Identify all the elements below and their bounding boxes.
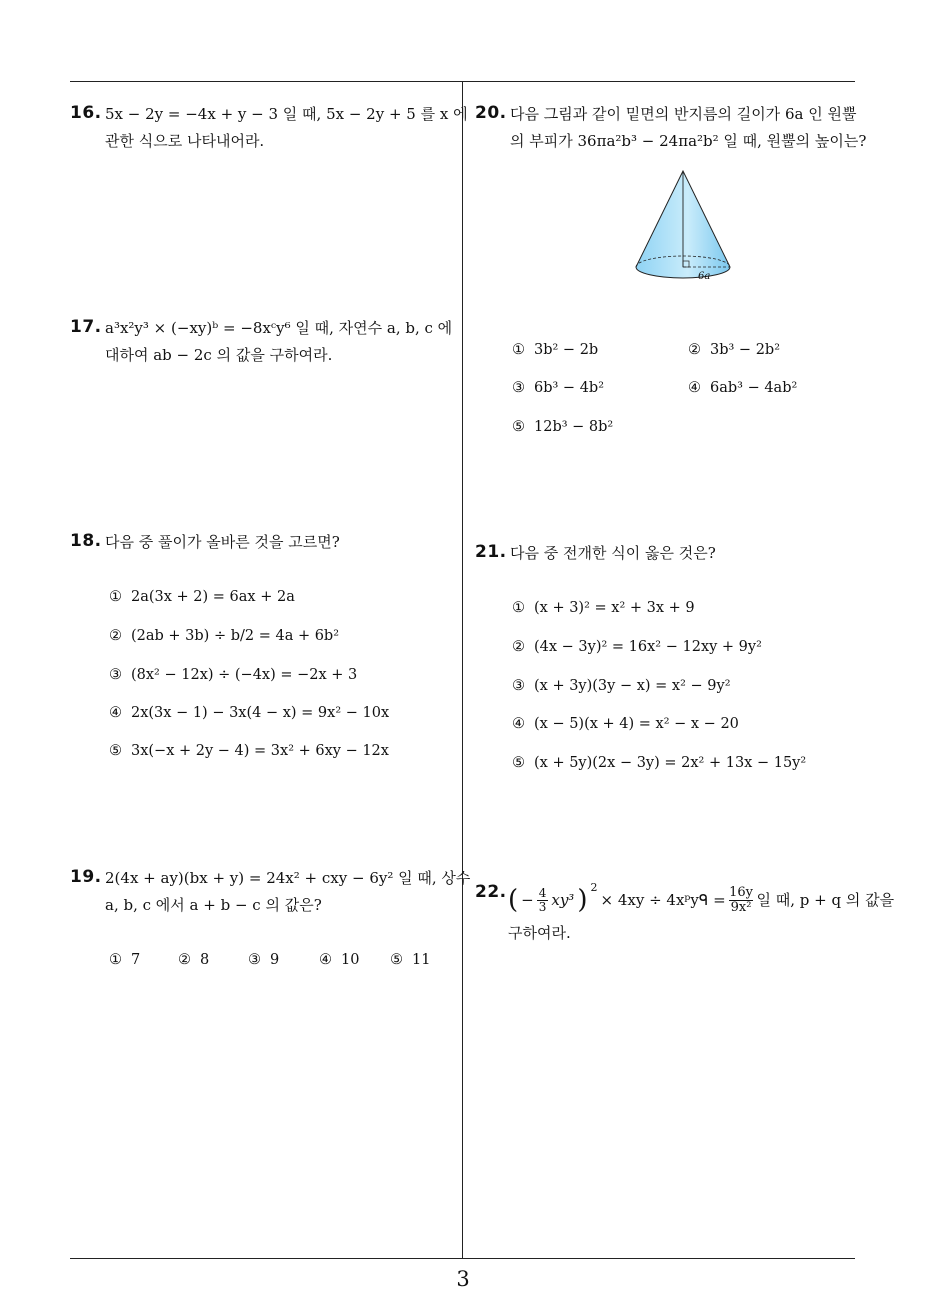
problem-17 [70, 315, 460, 369]
problem-19 [70, 865, 471, 919]
choice-expression: (2ab + 3b) ÷ b/2 = 4a + 6b² [131, 628, 340, 644]
problem-text-line: 관한 식으로 나타내어라. [105, 132, 265, 150]
choice-item[interactable] [512, 419, 613, 435]
column-divider [462, 82, 463, 1258]
choice-expression: (4x − 3y)² = 16x² − 12xy + 9y² [534, 639, 762, 655]
choice-expression: 2a(3x + 2) = 6ax + 2a [131, 589, 295, 605]
base-fraction-numerator: 4 [538, 885, 547, 900]
choice-mark: ④ [109, 705, 122, 721]
choice-expression: (8x² − 12x) ÷ (−4x) = −2x + 3 [131, 667, 358, 683]
choice-item[interactable] [109, 667, 357, 683]
problem-number: 19. [70, 867, 102, 887]
problem-number: 21. [475, 542, 507, 562]
choice-expression: 6b³ − 4b² [534, 380, 605, 396]
problem-18 [70, 529, 460, 556]
problem-22 [475, 880, 895, 947]
problem-text-line: 대하여 ab − 2c 의 값을 구하여라. [105, 346, 333, 364]
choice-item[interactable] [688, 342, 780, 358]
choice-mark: ⑤ [512, 419, 525, 435]
choice-expression: 3b³ − 2b² [710, 342, 781, 358]
choice-mark: ② [512, 639, 525, 655]
base-fraction [537, 887, 549, 914]
left-paren: ( [508, 885, 519, 915]
choice-expression: (x + 5y)(2x − 3y) = 2x² + 13x − 15y² [534, 755, 807, 771]
choice-mark: ① [109, 589, 122, 605]
choice-expression: 2x(3x − 1) − 3x(4 − x) = 9x² − 10x [131, 705, 390, 721]
choice-item[interactable] [109, 628, 339, 644]
base-fraction-denominator: 3 [538, 899, 547, 914]
problem-text-line: 의 부피가 36πa²b³ − 24πa²b² 일 때, 원뿔의 높이는? [510, 132, 867, 150]
choice-mark: ④ [319, 952, 332, 968]
choice-item[interactable] [512, 639, 762, 655]
base-variable: xy³ [551, 890, 575, 909]
choice-expression: 6ab³ − 4ab² [710, 380, 798, 396]
choice-mark: ⑤ [390, 952, 403, 968]
problem-number: 20. [475, 103, 507, 123]
choice-value: 10 [341, 952, 360, 968]
choice-expression: 3x(−x + 2y − 4) = 3x² + 6xy − 12x [131, 743, 389, 759]
problem-text-line: a, b, c 에서 a + b − c 의 값은? [105, 896, 322, 914]
right-paren: ) [577, 885, 588, 915]
choice-mark: ② [178, 952, 191, 968]
problem-text-line: 구하여라. [508, 924, 571, 942]
page-number: 3 [456, 1267, 470, 1291]
choice-item[interactable] [512, 716, 739, 732]
choice-item[interactable] [109, 705, 389, 721]
base-sign: − [521, 890, 534, 909]
choice-mark: ⑤ [512, 755, 525, 771]
exponent: 2 [590, 880, 598, 894]
problem-text-line: 2(4x + ay)(bx + y) = 24x² + cxy − 6y² 일 때, 상수 [105, 869, 471, 887]
choice-item[interactable] [109, 952, 140, 968]
choice-item[interactable] [512, 600, 695, 616]
choice-item[interactable] [319, 952, 359, 968]
choice-expression: (x − 5)(x + 4) = x² − x − 20 [534, 716, 739, 732]
choice-mark: ③ [109, 667, 122, 683]
cone-figure [626, 165, 741, 295]
choice-mark: ③ [512, 678, 525, 694]
choice-mark: ② [109, 628, 122, 644]
choice-expression: 3b² − 2b [534, 342, 599, 358]
choice-item[interactable] [512, 755, 806, 771]
result-fraction [729, 886, 754, 915]
problem-text-line: a³x²y³ × (−xy)ᵇ = −8xᶜy⁶ 일 때, 자연수 a, b, c 에 [105, 319, 453, 337]
choice-expression: (x + 3y)(3y − x) = x² − 9y² [534, 678, 731, 694]
choice-expression: 12b³ − 8b² [534, 419, 614, 435]
choice-item[interactable] [688, 380, 797, 396]
bottom-rule [70, 1258, 855, 1259]
choice-mark: ④ [512, 716, 525, 732]
problem-text-fragment: × 4xy ÷ 4xᵖyᑫ = [600, 890, 726, 909]
choice-item[interactable] [109, 743, 389, 759]
choice-mark: ① [512, 342, 525, 358]
choice-item[interactable] [248, 952, 279, 968]
problem-text-line: 다음 그림과 같이 밑면의 반지름의 길이가 6a 인 원뿔 [510, 105, 857, 123]
choice-value: 7 [131, 952, 141, 968]
choice-item[interactable] [390, 952, 430, 968]
choice-value: 8 [200, 952, 210, 968]
choice-item[interactable] [512, 380, 604, 396]
problem-text-line: 5x − 2y = −4x + y − 3 일 때, 5x − 2y + 5 를 x 에 [105, 105, 468, 123]
choice-mark: ② [688, 342, 701, 358]
problem-text-fragment: 일 때, p + q 의 값을 [756, 890, 895, 909]
choice-value: 11 [412, 952, 431, 968]
problem-16 [70, 101, 468, 155]
problem-number: 16. [70, 103, 102, 123]
problem-number: 18. [70, 531, 102, 551]
problem-22-first-line [508, 880, 895, 920]
choice-mark: ③ [248, 952, 261, 968]
problem-text-line: 다음 중 풀이가 올바른 것을 고르면? [105, 533, 340, 551]
choice-item[interactable] [512, 342, 598, 358]
problem-number: 22. [475, 882, 507, 902]
choice-expression: (x + 3)² = x² + 3x + 9 [534, 600, 695, 616]
choice-item[interactable] [512, 678, 731, 694]
problem-20 [475, 101, 867, 155]
problem-text-line: 다음 중 전개한 식이 옳은 것은? [510, 544, 716, 562]
choice-mark: ③ [512, 380, 525, 396]
choice-value: 9 [270, 952, 280, 968]
choice-mark: ④ [688, 380, 701, 396]
choice-mark: ① [109, 952, 122, 968]
problem-21 [475, 540, 860, 567]
problem-number: 17. [70, 317, 102, 337]
result-fraction-numerator: 16y [729, 884, 753, 900]
choice-mark: ⑤ [109, 743, 122, 759]
result-fraction-denominator: 9x² [730, 899, 752, 915]
choice-item[interactable] [178, 952, 209, 968]
cone-radius-label: 6a [698, 271, 711, 282]
choice-item[interactable] [109, 589, 295, 605]
choice-mark: ① [512, 600, 525, 616]
